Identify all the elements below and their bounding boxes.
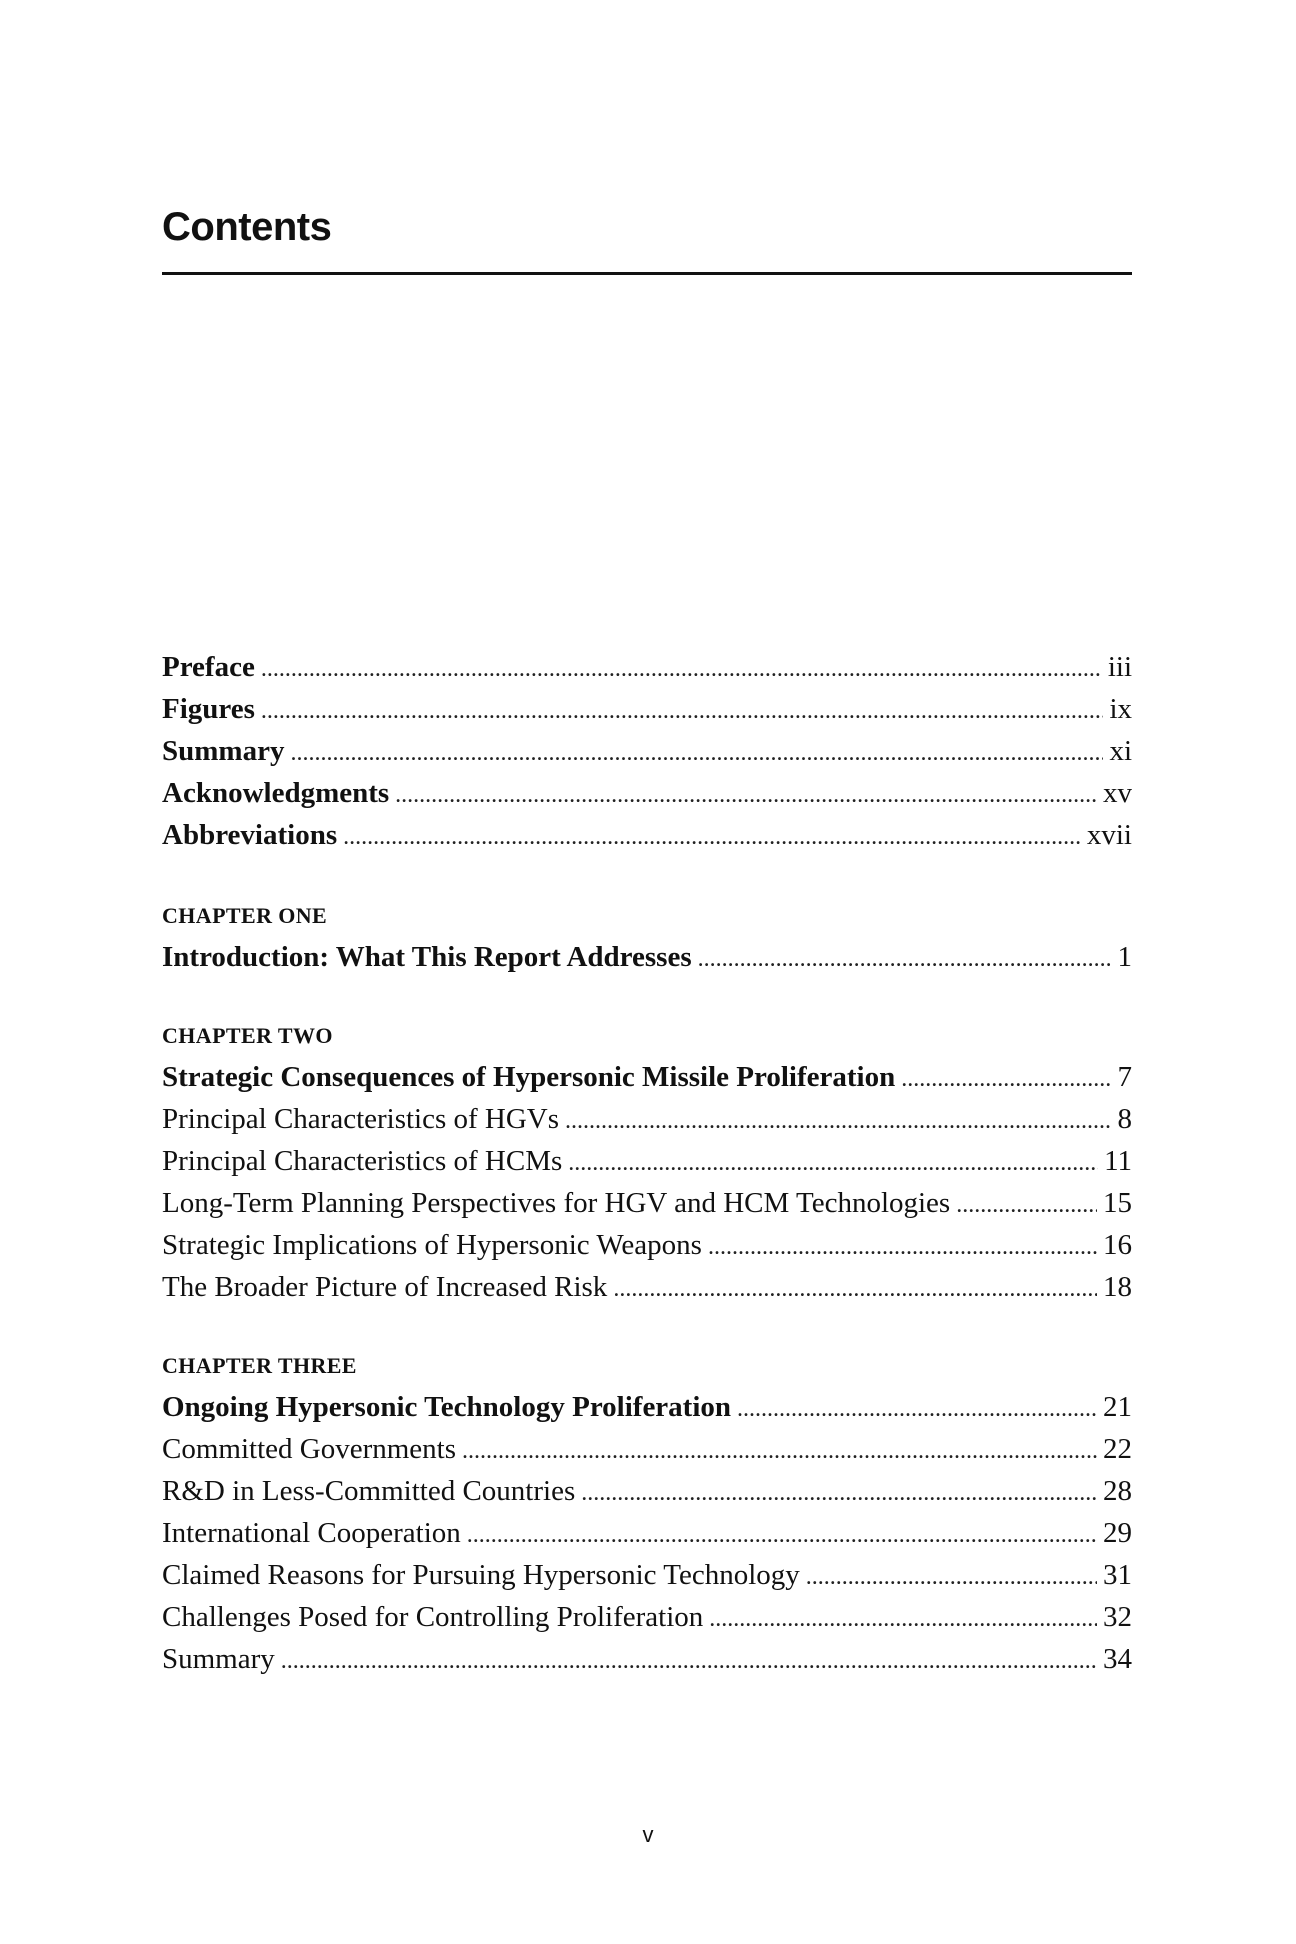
- dot-leader: [708, 1224, 1097, 1268]
- chapter-title: Ongoing Hypersonic Technology Proliferation: [162, 1391, 732, 1423]
- section-title: Claimed Reasons for Pursuing Hypersonic Technology: [162, 1559, 800, 1591]
- toc-section[interactable]: [162, 1554, 1132, 1596]
- toc-entry-page: 34: [1103, 1643, 1132, 1675]
- chapter-label: CHAPTER TWO: [162, 1023, 333, 1048]
- toc-entry-page: xvii: [1086, 819, 1132, 851]
- dot-leader: [290, 730, 1103, 774]
- toc-section[interactable]: [162, 1098, 1132, 1140]
- toc-entry-figures[interactable]: [162, 688, 1132, 730]
- section-title: Strategic Implications of Hypersonic Weapons: [162, 1229, 702, 1261]
- chapter-label: CHAPTER THREE: [162, 1353, 357, 1378]
- toc-entry-page: 32: [1103, 1601, 1132, 1633]
- toc-section[interactable]: [162, 1596, 1132, 1638]
- page-number: v: [642, 1822, 654, 1847]
- section-title: The Broader Picture of Increased Risk: [162, 1271, 608, 1303]
- section-title: Principal Characteristics of HGVs: [162, 1103, 560, 1135]
- table-of-contents: [162, 646, 1132, 1680]
- toc-entry-title: Abbreviations: [162, 819, 338, 851]
- section-title: International Cooperation: [162, 1517, 461, 1549]
- toc-entry-page: 28: [1103, 1475, 1132, 1507]
- dot-leader: [709, 1596, 1097, 1640]
- dot-leader: [806, 1554, 1097, 1598]
- toc-entry-preface[interactable]: [162, 646, 1132, 688]
- section-title: Long-Term Planning Perspectives for HGV and HCM Technologies: [162, 1187, 951, 1219]
- dot-leader: [568, 1140, 1098, 1184]
- toc-entry-page: 29: [1103, 1517, 1132, 1549]
- toc-entry-page: 22: [1103, 1433, 1132, 1465]
- section-title: Principal Characteristics of HCMs: [162, 1145, 563, 1177]
- toc-entry-abbreviations[interactable]: [162, 814, 1132, 856]
- section-title: Summary: [162, 1643, 275, 1675]
- dot-leader: [281, 1638, 1097, 1682]
- toc-entry-title: Summary: [162, 735, 285, 767]
- dot-leader: [565, 1098, 1111, 1142]
- toc-entry-page: iii: [1107, 651, 1132, 683]
- dot-leader: [698, 936, 1112, 980]
- toc-chapter-two[interactable]: [162, 1056, 1132, 1098]
- dot-leader: [956, 1182, 1097, 1226]
- toc-section[interactable]: [162, 1140, 1132, 1182]
- toc-entry-page: 15: [1103, 1187, 1132, 1219]
- section-title: R&D in Less-Committed Countries: [162, 1475, 576, 1507]
- dot-leader: [462, 1428, 1097, 1472]
- dot-leader: [901, 1056, 1111, 1100]
- dot-leader: [261, 688, 1104, 732]
- toc-entry-page: 7: [1117, 1061, 1132, 1093]
- toc-section[interactable]: [162, 1182, 1132, 1224]
- chapter-title: Strategic Consequences of Hypersonic Missile Proliferation: [162, 1061, 896, 1093]
- toc-entry-page: 31: [1103, 1559, 1132, 1591]
- dot-leader: [395, 772, 1097, 816]
- toc-chapter-three[interactable]: [162, 1386, 1132, 1428]
- toc-section[interactable]: [162, 1512, 1132, 1554]
- toc-entry-page: 21: [1103, 1391, 1132, 1423]
- toc-section[interactable]: [162, 1224, 1132, 1266]
- chapter-title: Introduction: What This Report Addresses: [162, 941, 692, 973]
- chapter-label: CHAPTER ONE: [162, 903, 328, 928]
- toc-section[interactable]: [162, 1428, 1132, 1470]
- page-title: Contents: [162, 205, 332, 249]
- toc-chapter-one[interactable]: [162, 936, 1132, 978]
- toc-entry-page: 16: [1103, 1229, 1132, 1261]
- toc-entry-page: 1: [1117, 941, 1132, 973]
- dot-leader: [737, 1386, 1097, 1430]
- dot-leader: [343, 814, 1081, 858]
- toc-section[interactable]: [162, 1266, 1132, 1308]
- toc-entry-title: Acknowledgments: [162, 777, 390, 809]
- dot-leader: [613, 1266, 1097, 1310]
- toc-entry-page: ix: [1109, 693, 1132, 725]
- title-rule: [162, 272, 1132, 275]
- toc-entry-summary[interactable]: [162, 730, 1132, 772]
- toc-entry-title: Figures: [162, 693, 255, 725]
- toc-section[interactable]: [162, 1638, 1132, 1680]
- toc-section[interactable]: [162, 1470, 1132, 1512]
- dot-leader: [581, 1470, 1097, 1514]
- toc-entry-page: 11: [1104, 1145, 1132, 1177]
- toc-entry-page: xi: [1109, 735, 1132, 767]
- toc-entry-title: Preface: [162, 651, 255, 683]
- section-title: Challenges Posed for Controlling Proliferation: [162, 1601, 704, 1633]
- toc-entry-page: xv: [1103, 777, 1132, 809]
- toc-entry-page: 18: [1103, 1271, 1132, 1303]
- dot-leader: [261, 646, 1102, 690]
- section-title: Committed Governments: [162, 1433, 456, 1465]
- toc-entry-acknowledgments[interactable]: [162, 772, 1132, 814]
- toc-entry-page: 8: [1117, 1103, 1132, 1135]
- dot-leader: [467, 1512, 1097, 1556]
